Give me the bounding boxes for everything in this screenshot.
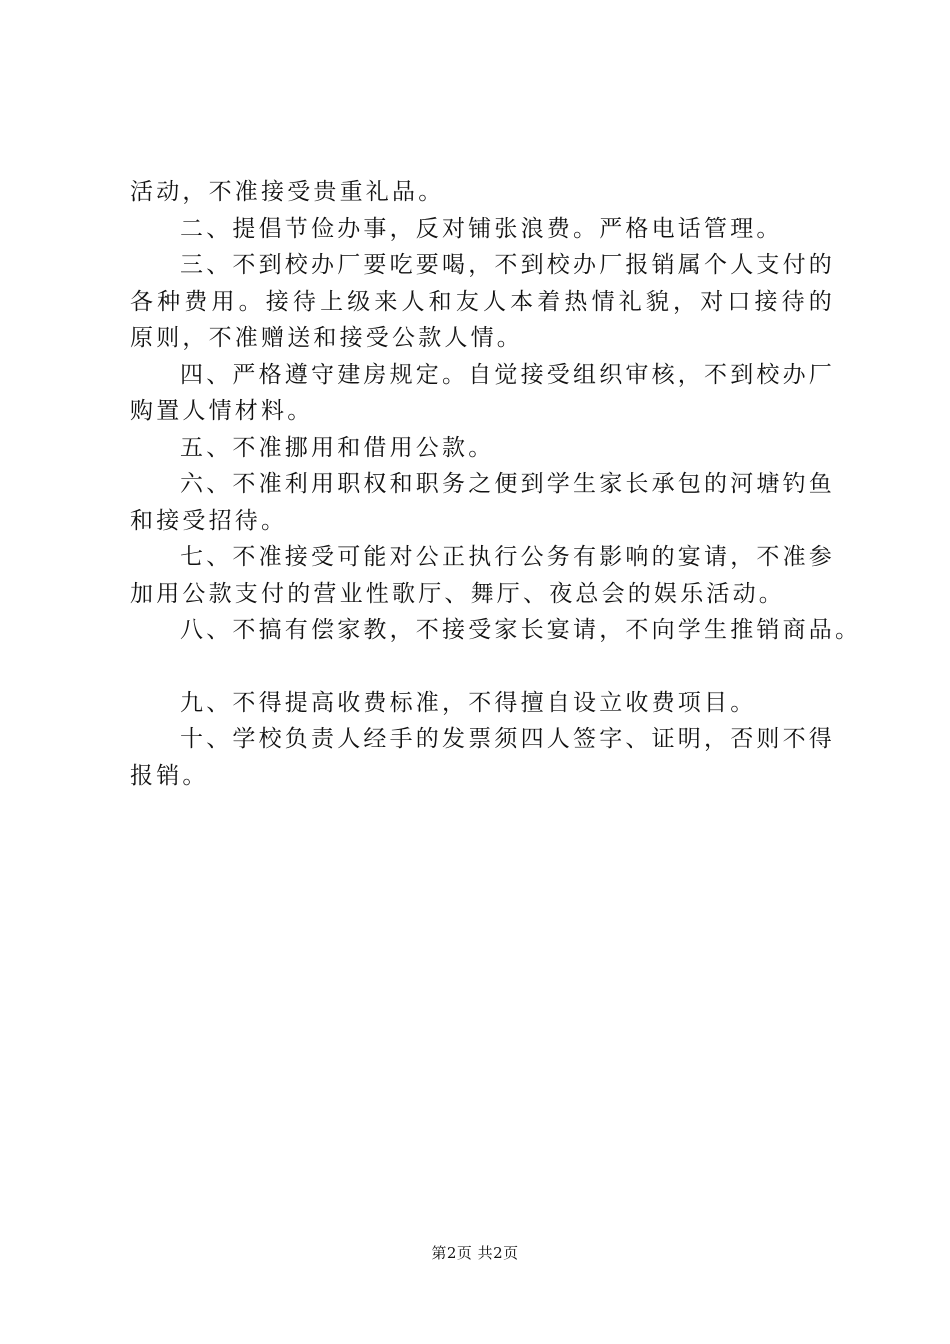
paragraph-continuation: 活动，不准接受贵重礼品。 <box>130 179 445 205</box>
paragraph-gap <box>130 649 835 685</box>
paragraph-item-10: 十、学校负责人经手的发票须四人签字、证明，否则不得报销。 <box>130 726 835 789</box>
paragraph-item-5: 五、不准挪用和借用公款。 <box>180 434 495 461</box>
paragraph-item-8: 八、不搞有偿家教，不接受家长宴请，不向学生推销商品。 <box>180 617 862 643</box>
paragraph-item-6: 六、不准利用职权和职务之便到学生家长承包的河塘钓鱼和接受招待。 <box>130 471 835 534</box>
paragraph-item-2: 二、提倡节俭办事，反对铺张浪费。严格电话管理。 <box>180 215 783 242</box>
page-footer: 第2页 共2页 <box>431 1244 519 1262</box>
paragraph-item-9: 九、不得提高收费标准，不得擅自设立收费项目。 <box>180 689 757 716</box>
paragraph-item-4: 四、严格遵守建房规定。自觉接受组织审核，不到校办厂购置人情材料。 <box>130 361 835 424</box>
document-body <box>130 174 862 794</box>
paragraph-item-7: 七、不准接受可能对公正执行公务有影响的宴请，不准参加用公款支付的营业性歌厅、舞厅、夜总会的娱乐活动。 <box>130 544 835 607</box>
paragraph-item-3: 三、不到校办厂要吃要喝，不到校办厂报销属个人支付的各种费用。接待上级来人和友人本着热情礼貌，对口接待的原则，不准赠送和接受公款人情。 <box>130 252 835 351</box>
